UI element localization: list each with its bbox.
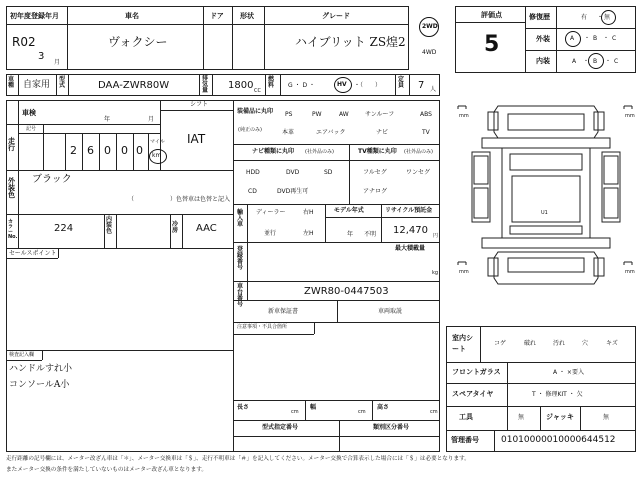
- chassis-label: 車台番号: [237, 283, 244, 308]
- navi-hdd: HDD: [246, 169, 260, 176]
- interior-color-label: 内装色: [106, 216, 113, 235]
- max-load-label: 最大積載量: [395, 245, 426, 252]
- repair-sep: ・: [597, 14, 604, 21]
- tire-rear-right-icon: [624, 262, 632, 265]
- width-label: 幅: [310, 404, 317, 411]
- length-cm: cm: [291, 409, 299, 415]
- category-label: 類別区分番号: [373, 424, 410, 431]
- tire-front-right-icon: [624, 106, 632, 109]
- tv-oneseg: ワンセグ: [406, 169, 431, 176]
- equip-abs: ABS: [420, 111, 432, 118]
- import-label: 輸入車: [237, 209, 244, 228]
- repair-no: 無: [604, 14, 611, 21]
- sales-point-label: セールスポイント: [9, 250, 57, 257]
- import-right: 右H: [303, 209, 314, 216]
- import-left: 左H: [303, 230, 314, 237]
- tools-value: 無: [518, 414, 525, 421]
- car-name-value: ヴォクシー: [108, 35, 168, 49]
- model-year-unit: 年: [347, 231, 354, 238]
- tire-rear-left-icon: [458, 262, 466, 265]
- month-suffix: 月: [54, 59, 61, 66]
- use-label: 車種: [8, 76, 15, 89]
- height-label: 高さ: [377, 404, 390, 411]
- notes-label: 注意事項・不具合箇所: [237, 324, 288, 330]
- recycle-label: リサイクル預託金: [385, 207, 433, 214]
- import-dealer: ディーラー: [256, 209, 286, 216]
- mileage-symbol-label: 記号: [26, 126, 37, 132]
- reg-year-label: 初年度登録年月: [10, 12, 59, 20]
- tire-mm-fr: mm: [625, 113, 635, 119]
- sheet-hole: 穴: [582, 340, 589, 347]
- exterior-color: ブラック: [32, 174, 72, 185]
- width-cm: cm: [358, 409, 366, 415]
- tv-sub: (社外品のみ): [404, 149, 433, 155]
- score-label: 評価点: [481, 11, 502, 19]
- displacement-label: 排気量: [202, 75, 209, 94]
- reg-month-value: 3: [38, 51, 45, 62]
- interior-sheet-label: 室内シート: [452, 334, 473, 353]
- tire-mm-fl: mm: [459, 113, 469, 119]
- navi-dvd-play: DVD再生可: [277, 188, 309, 195]
- tools-label: 工具: [459, 413, 473, 421]
- sheet-tear: 破れ: [524, 340, 537, 347]
- jack-value: 無: [603, 414, 610, 421]
- tv-analog: アナログ: [363, 188, 388, 195]
- mileage-digit-2: 6: [87, 144, 94, 157]
- front-glass-label: フロントガラス: [452, 368, 501, 376]
- inspection-label: 車検: [22, 109, 36, 117]
- inspector-note-2: コンソールA小: [9, 380, 70, 390]
- damage-mark-u1: U1: [541, 210, 548, 216]
- displacement-value: 1800: [228, 80, 254, 91]
- tire-front-left-icon: [458, 106, 466, 109]
- sheet-burn: コゲ: [494, 340, 507, 347]
- recycle-value: 12,470: [393, 225, 428, 236]
- ac-value: AAC: [196, 223, 217, 234]
- equipment-label: 装備品に丸印: [237, 108, 274, 115]
- equip-aw: AW: [339, 111, 349, 118]
- mgmt-value: 01010000010000644512: [501, 435, 616, 445]
- ac-label: 冷房: [172, 221, 179, 234]
- repair-label: 修復歴: [529, 13, 550, 21]
- equip-leather: 本革: [282, 129, 295, 136]
- mileage-digit-1: 2: [70, 144, 77, 157]
- exterior-grade-b: B: [593, 35, 598, 42]
- interior-grade-label: 内装: [536, 57, 550, 65]
- navi-sub: (社外品のみ): [305, 149, 334, 155]
- interior-grade-b: B: [593, 58, 598, 65]
- chassis-value: ZWR80-0447503: [304, 286, 389, 297]
- equip-airbag: エアバック: [316, 129, 346, 136]
- int-sep-1: ・: [583, 58, 590, 65]
- capacity-unit: 人: [430, 86, 437, 93]
- mile-label: マイル: [150, 139, 165, 145]
- spare-tire-value: T ・ 修理KIT ・ 欠: [532, 391, 583, 398]
- fuel-label: 燃料: [268, 76, 275, 89]
- equip-pw: PW: [312, 111, 322, 118]
- mileage-label: 走行: [8, 137, 15, 152]
- tv-fullseg: フルセグ: [363, 169, 387, 176]
- interior-grade-c: C: [614, 58, 619, 65]
- model-code: DAA-ZWR80W: [98, 80, 170, 91]
- ext-sep-2: ・: [603, 35, 610, 42]
- fuel-options: G ・ D ・: [288, 82, 315, 89]
- car-diagram: [452, 92, 640, 290]
- inspector-label: 検査記入欄: [9, 352, 35, 358]
- capacity-value: 7: [418, 80, 425, 91]
- shape-label: 形状: [240, 12, 254, 20]
- exterior-label: 外装色: [8, 177, 15, 199]
- shift-value: IAT: [187, 132, 206, 146]
- sheet-scratch: キズ: [606, 340, 618, 347]
- front-glass-value: A ・ ×要入: [553, 369, 584, 376]
- color-no-label: カラーNo.: [8, 219, 18, 240]
- equip-tv: TV: [422, 129, 430, 136]
- color-no-value: 224: [54, 223, 74, 234]
- mgmt-label: 管理番号: [451, 436, 479, 444]
- fuel-hv: HV: [337, 81, 347, 88]
- reg-no-label: 登録番号: [237, 246, 244, 271]
- inspection-year-unit: 年: [104, 116, 111, 123]
- footer-line-1: 走行距離の記号欄には、メーター改ざん車は「＊」、メーター交換車は「＄」、走行不明車は「＃」を記入してください。メーター交換で合算表示した場合には「＄」は必要となります。: [6, 456, 470, 462]
- mileage-digit-5: 0: [136, 144, 143, 157]
- left-main-table: [6, 100, 234, 452]
- tv-label: TV種類に丸印: [358, 148, 397, 155]
- use-value: 自家用: [23, 80, 51, 90]
- exterior-grade-label: 外装: [536, 35, 550, 43]
- exterior-grade-a: A: [570, 35, 575, 42]
- drive-4wd-label: 4WD: [422, 49, 437, 56]
- model-year-label: モデル年式: [334, 207, 364, 214]
- cc-unit: CC: [254, 88, 261, 94]
- type-designation-label: 型式指定番号: [262, 424, 299, 431]
- shift-label: シフト: [190, 101, 209, 108]
- car-name-label: 車名: [125, 12, 139, 20]
- fuel-other: ・（ ）: [354, 82, 382, 89]
- interior-grade-a: A: [572, 58, 577, 65]
- spare-tire-label: スペアタイヤ: [452, 390, 494, 398]
- exterior-grade-c: C: [612, 35, 617, 42]
- mileage-digit-4: 0: [121, 144, 128, 157]
- height-cm: cm: [430, 409, 438, 415]
- navi-sd: SD: [324, 169, 333, 176]
- door-label: ドア: [210, 12, 224, 20]
- ext-sep-1: ・: [584, 35, 591, 42]
- footer-line-2: またメーター交換の条件を満たしていないものはメーター改ざん車となります。: [6, 467, 207, 473]
- import-parallel: 並行: [264, 230, 277, 237]
- max-load-kg: kg: [432, 270, 439, 276]
- repair-yes: 有: [581, 14, 588, 21]
- grade-label: グレード: [322, 12, 350, 20]
- exterior-note: （ ）色替車は色替と記入: [128, 196, 231, 203]
- score-value: 5: [484, 32, 500, 57]
- grade-value: ハイブリット ZS煌2: [295, 35, 406, 49]
- tire-mm-rr: mm: [625, 269, 635, 275]
- navi-dvd: DVD: [286, 169, 300, 176]
- equip-navi: ナビ: [376, 129, 389, 136]
- drive-2wd-label: 2WD: [422, 23, 438, 30]
- inspector-note-1: ハンドルすれ小: [9, 364, 73, 374]
- length-label: 長さ: [237, 404, 250, 411]
- equip-ps: PS: [285, 111, 293, 118]
- equip-sunroof: サンルーフ: [365, 111, 395, 118]
- model-year-unknown: 不明: [364, 231, 377, 238]
- capacity-label: 定員: [398, 76, 405, 89]
- type-label: 型式: [59, 76, 66, 89]
- mileage-digit-3: 0: [104, 144, 111, 157]
- km-label: km: [152, 152, 162, 159]
- warranty-label: 新車保証書: [268, 308, 299, 315]
- manual-label: 車両取説: [378, 308, 403, 315]
- int-sep-2: ・: [605, 58, 612, 65]
- navi-label: ナビ種類に丸印: [252, 148, 295, 155]
- sheet-dirt: 汚れ: [553, 340, 566, 347]
- inspection-month-unit: 月: [148, 116, 155, 123]
- equipment-sub: (純正のみ): [238, 127, 262, 133]
- navi-cd: CD: [248, 188, 257, 195]
- reg-year-value: R02: [12, 35, 36, 49]
- jack-label: ジャッキ: [546, 413, 574, 421]
- tire-mm-rl: mm: [459, 269, 469, 275]
- recycle-yen: 円: [433, 233, 439, 239]
